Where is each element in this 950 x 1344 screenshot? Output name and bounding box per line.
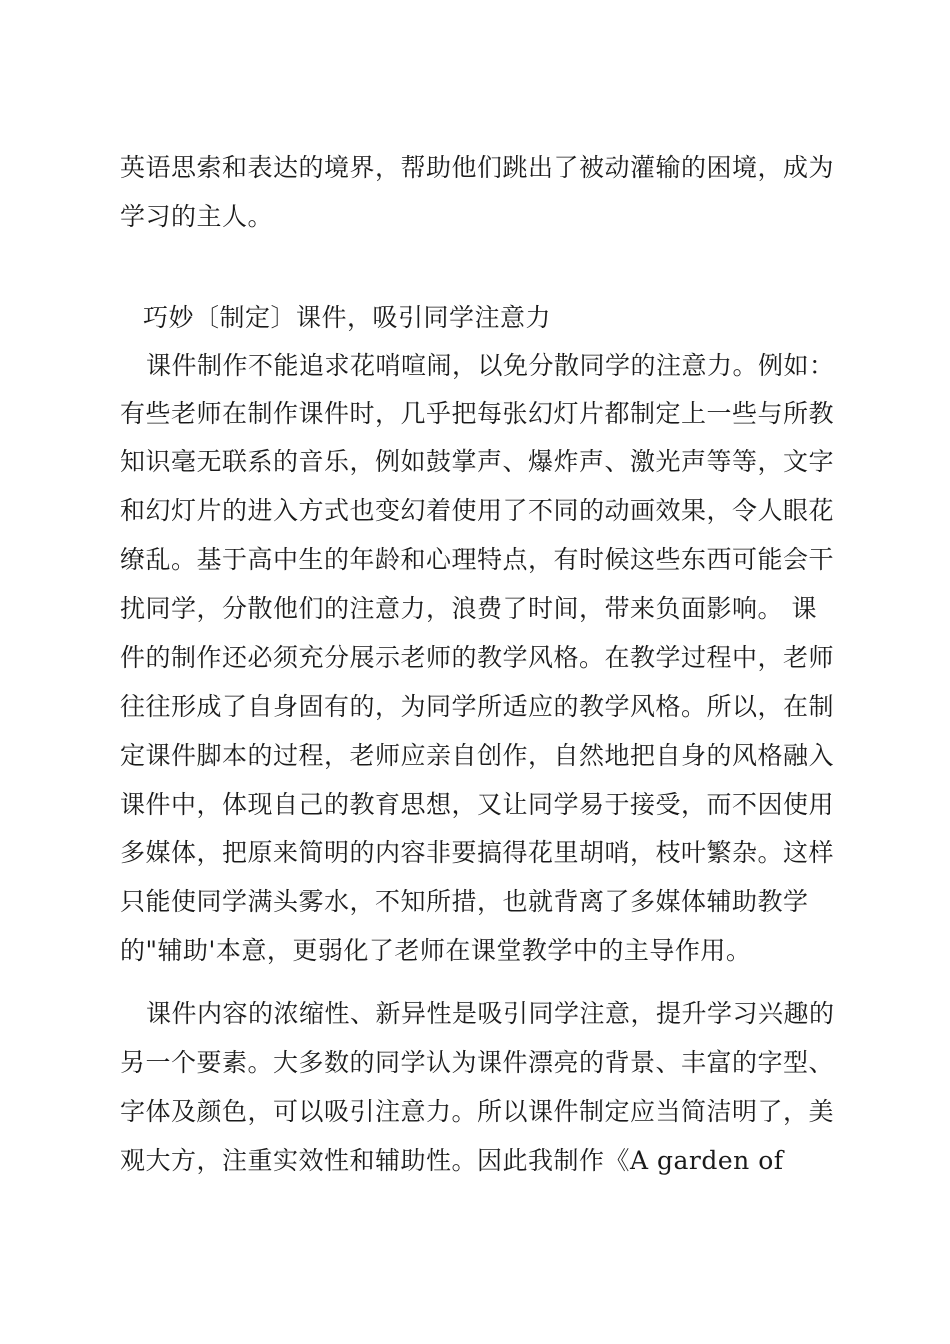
- paragraph-1-line-9: 定课件脚本的过程，老师应亲自创作，自然地把自身的风格融入: [120, 741, 835, 770]
- paragraph-2-line-1: 课件内容的浓缩性、新异性是吸引同学注意，提升学习兴趣的: [146, 999, 835, 1028]
- intro-line-2: 学习的主人。: [120, 202, 274, 231]
- paragraph-1-line-10: 课件中，体现自己的教育思想，又让同学易于接受，而不因使用: [120, 790, 835, 819]
- paragraph-1-line-13: 的"辅助'本意，更弱化了老师在课堂教学中的主导作用。: [120, 936, 752, 965]
- paragraph-1-line-7: 件的制作还必须充分展示老师的教学风格。在教学过程中，老师: [120, 643, 835, 672]
- paragraph-2-line-4: 观大方，注重实效性和辅助性。因此我制作《A garden of: [120, 1146, 784, 1175]
- paragraph-2-line-3: 字体及颜色，可以吸引注意力。所以课件制定应当简洁明了，美: [120, 1097, 835, 1126]
- paragraph-1-line-6: 扰同学，分散他们的注意力，浪费了时间，带来负面影响。 课: [120, 594, 817, 623]
- paragraph-1-line-11: 多媒体，把原来简明的内容非要搞得花里胡哨，枝叶繁杂。这样: [120, 838, 835, 867]
- intro-line-1: 英语思索和表达的境界，帮助他们跳出了被动灌输的困境，成为: [120, 153, 835, 182]
- paragraph-1-line-4: 和幻灯片的进入方式也变幻着使用了不同的动画效果，令人眼花: [120, 496, 835, 525]
- paragraph-1-line-5: 缭乱。基于高中生的年龄和心理特点，有时候这些东西可能会干: [120, 545, 835, 574]
- paragraph-2-line-2: 另一个要素。大多数的同学认为课件漂亮的背景、丰富的字型、: [120, 1048, 835, 1077]
- paragraph-1-line-3: 知识毫无联系的音乐，例如鼓掌声、爆炸声、激光声等等，文字: [120, 447, 835, 476]
- paragraph-1-line-8: 往往形成了自身固有的，为同学所适应的教学风格。所以，在制: [120, 692, 835, 721]
- paragraph-1-line-12: 只能使同学满头雾水，不知所措，也就背离了多媒体辅助教学: [120, 887, 809, 916]
- paragraph-1-line-2: 有些老师在制作课件时，几乎把每张幻灯片都制定上一些与所教: [120, 399, 835, 428]
- paragraph-1-line-1: 课件制作不能追求花哨喧闹，以免分散同学的注意力。例如：: [146, 351, 835, 380]
- section-heading: 巧妙〔制定〕课件，吸引同学注意力: [143, 303, 552, 332]
